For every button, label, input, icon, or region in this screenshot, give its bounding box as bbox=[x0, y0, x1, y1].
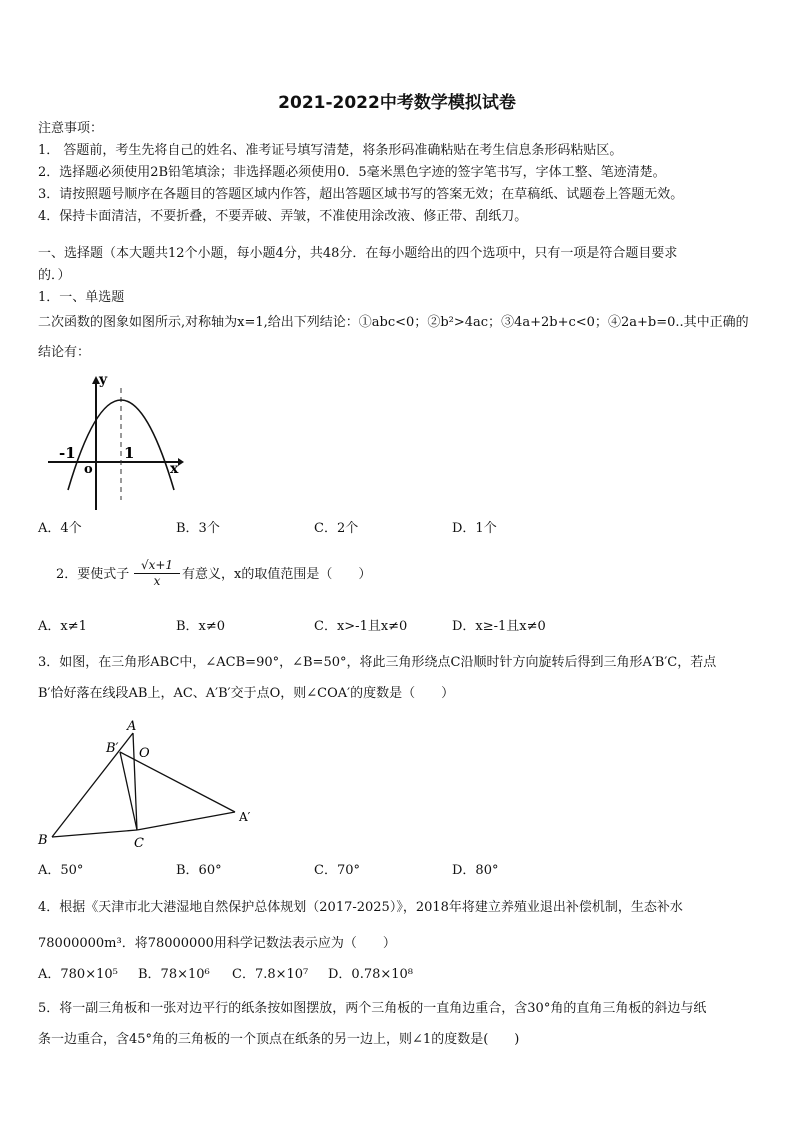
q1-option-a[interactable]: A．4个 bbox=[38, 521, 82, 536]
side-B1A1 bbox=[120, 752, 235, 812]
q4-line1: 4．根据《天津市北大港湿地自然保护总体规划（2017-2025）》，2018年将建立养殖业退出补偿机制，生态补水 bbox=[38, 900, 683, 915]
label-O: O bbox=[139, 746, 150, 761]
q1-t2: b²>4ac； bbox=[440, 315, 502, 330]
q1-c2: ② bbox=[427, 315, 441, 330]
one-label: 1 bbox=[124, 444, 135, 462]
q2-post: 有意义，x的取值范围是（ ） bbox=[182, 567, 372, 582]
label-A: A bbox=[127, 719, 137, 734]
page-title: 2021-2022中考数学模拟试卷 bbox=[278, 93, 516, 113]
q2-denominator: x bbox=[153, 574, 161, 588]
q1-c1: ① bbox=[358, 315, 372, 330]
side-BC bbox=[52, 830, 137, 837]
q3-triangle-figure bbox=[30, 715, 270, 855]
section-heading-line1: 一、选择题（本大题共12个小题，每小题4分，共48分．在每小题给出的四个选项中，只有一项是符合题目要求 bbox=[38, 246, 678, 261]
q1-option-b[interactable]: B．3个 bbox=[176, 521, 220, 536]
x-label: x bbox=[170, 461, 179, 477]
q1-option-c[interactable]: C．2个 bbox=[314, 521, 359, 536]
q3-option-a[interactable]: A．50° bbox=[38, 863, 84, 878]
notice-heading: 注意事项： bbox=[38, 121, 104, 136]
section-subheading: 1．一、单选题 bbox=[38, 290, 125, 305]
side-CA1 bbox=[137, 812, 235, 830]
q1-t3: 4a+2b+c<0； bbox=[514, 315, 608, 330]
q3-line2: B′恰好落在线段AB上，AC、A′B′交于点O，则∠COA′的度数是（ ） bbox=[38, 686, 455, 701]
q3-option-d[interactable]: D．80° bbox=[452, 863, 499, 878]
q1-parabola-graph bbox=[44, 370, 194, 515]
section-heading-line2: 的．） bbox=[38, 268, 71, 283]
q3-option-b[interactable]: B．60° bbox=[176, 863, 222, 878]
q5-line1: 5．将一副三角板和一张对边平行的纸条按如图摆放，两个三角板的一直角边重合，含30°角的直角三角板的斜边与纸 bbox=[38, 1001, 707, 1016]
q4-line2: 78000000m³．将78000000用科学记数法表示应为（ ） bbox=[38, 936, 396, 951]
notice-item-1: 1． 答题前，考生先将自己的姓名、准考证号填写清楚，将条形码准确粘贴在考生信息条形码粘贴区。 bbox=[38, 143, 623, 158]
q2-option-d[interactable]: D．x≥-1且x≠0 bbox=[452, 619, 546, 634]
q4-option-b[interactable]: B．78×10⁶ bbox=[138, 967, 210, 982]
neg1-label: -1 bbox=[59, 444, 76, 462]
q4-option-d[interactable]: D．0.78×10⁸ bbox=[328, 967, 414, 982]
label-B1: B′ bbox=[106, 741, 119, 756]
side-BA bbox=[52, 733, 133, 837]
q2-option-b[interactable]: B．x≠0 bbox=[176, 619, 226, 634]
q1-c4: ④ bbox=[607, 315, 621, 330]
x-axis-arrow-icon bbox=[178, 458, 184, 466]
q3-line1: 3．如图，在三角形ABC中，∠ACB=90°，∠B=50°，将此三角形绕点C沿顺时针方向旋转后得到三角形A′B′C，若点 bbox=[38, 655, 717, 670]
label-A1: A′ bbox=[239, 810, 251, 824]
notice-item-2: 2．选择题必须使用2B铅笔填涂；非选择题必须使用0．5毫米黑色字迹的签字笔书写，字体工整、笔迹清楚。 bbox=[38, 165, 666, 180]
notice-item-3: 3．请按照题号顺序在各题目的答题区域内作答，超出答题区域书写的答案无效；在草稿纸、试题卷上答题无效。 bbox=[38, 187, 684, 202]
q1-c3: ③ bbox=[501, 315, 515, 330]
q2-pre: 2．要使式子 bbox=[56, 567, 130, 582]
q1-option-d[interactable]: D．1个 bbox=[452, 521, 497, 536]
y-label: y bbox=[99, 372, 108, 388]
q1-text bbox=[38, 315, 749, 331]
q1-text-b: 结论有： bbox=[38, 345, 91, 360]
q4-option-c[interactable]: C．7.8×10⁷ bbox=[232, 967, 309, 982]
q1-t4: 2a+b=0..其中正确的 bbox=[620, 315, 749, 330]
label-C: C bbox=[134, 836, 144, 851]
q4-option-a[interactable]: A．780×10⁵ bbox=[38, 967, 118, 982]
q2-option-a[interactable]: A．x≠1 bbox=[38, 619, 87, 634]
q2-option-c[interactable]: C．x>-1且x≠0 bbox=[314, 619, 408, 634]
q2-numerator: √x+1 bbox=[134, 558, 180, 574]
q1-t1: abc<0； bbox=[371, 315, 428, 330]
label-B: B bbox=[38, 833, 48, 848]
origin-label: o bbox=[84, 462, 93, 477]
q5-line2: 条一边重合，含45°角的三角板的一个顶点在纸条的另一边上，则∠1的度数是( ) bbox=[38, 1032, 520, 1047]
q2-fraction bbox=[134, 558, 180, 588]
q3-option-c[interactable]: C．70° bbox=[314, 863, 360, 878]
notice-item-4: 4．保持卡面清洁，不要折叠，不要弄破、弄皱，不准使用涂改液、修正带、刮纸刀。 bbox=[38, 209, 528, 224]
q1-text-a: 二次函数的图象如图所示,对称轴为x=1,给出下列结论： bbox=[38, 315, 359, 330]
